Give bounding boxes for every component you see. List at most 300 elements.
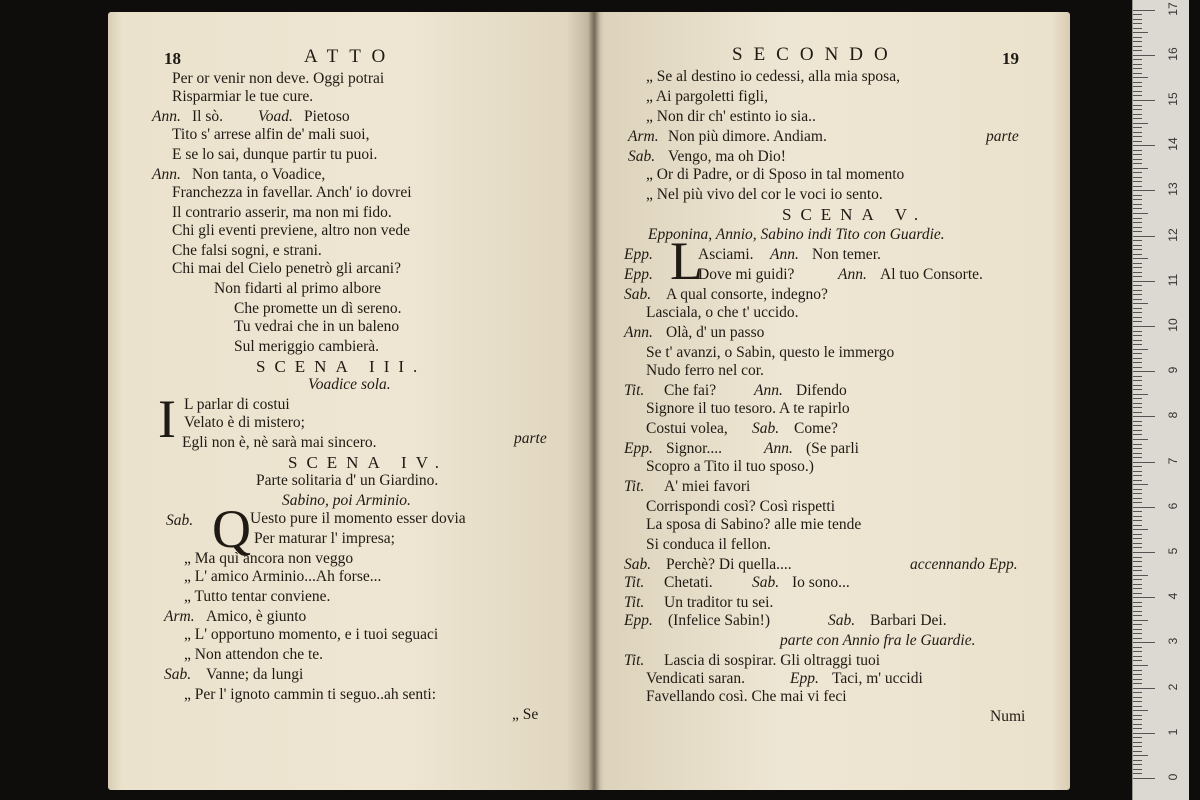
text-line: Lasciala, o che t' uccido.: [646, 304, 799, 321]
text-line: Franchezza in favellar. Anch' io dovrei: [172, 184, 412, 201]
ruler-minor-tick: [1133, 82, 1142, 83]
ruler-minor-tick: [1133, 340, 1142, 341]
left-page: [108, 12, 596, 790]
ruler-minor-tick: [1133, 588, 1142, 589]
text-line: (Se parli: [806, 440, 859, 457]
drop-cap: L: [670, 231, 703, 291]
ruler-minor-tick: [1133, 493, 1142, 494]
ruler-minor-tick: [1133, 660, 1142, 661]
ruler-minor-tick: [1133, 575, 1148, 576]
catchword: „ Se: [512, 706, 539, 723]
ruler-minor-tick: [1133, 141, 1142, 142]
ruler-minor-tick: [1133, 227, 1142, 228]
stage-direction: parte: [514, 430, 547, 447]
ruler-minor-tick: [1133, 398, 1142, 399]
ruler-major-tick: [1133, 281, 1155, 282]
ruler-minor-tick: [1133, 299, 1142, 300]
scene-heading: SCENA IV.: [288, 453, 449, 472]
ruler-minor-tick: [1133, 385, 1142, 386]
ruler-minor-tick: [1133, 516, 1142, 517]
ruler-minor-tick: [1133, 64, 1142, 65]
ruler-minor-tick: [1133, 105, 1142, 106]
text-line: Non temer.: [812, 246, 881, 263]
text-line: A' miei favori: [664, 478, 751, 495]
ruler-minor-tick: [1133, 240, 1142, 241]
ruler-minor-tick: [1133, 737, 1142, 738]
speaker-label: Sab.: [164, 666, 192, 683]
ruler-minor-tick: [1133, 86, 1142, 87]
speaker-label: Ann.: [624, 324, 653, 341]
ruler-minor-tick: [1133, 724, 1142, 725]
ruler-minor-tick: [1133, 529, 1148, 530]
ruler-number: 11: [1166, 273, 1180, 287]
ruler-minor-tick: [1133, 651, 1142, 652]
ruler-minor-tick: [1133, 168, 1148, 169]
ruler-minor-tick: [1133, 471, 1142, 472]
ruler-minor-tick: [1133, 181, 1142, 182]
text-line: Chetati.: [664, 574, 713, 591]
ruler-minor-tick: [1133, 570, 1142, 571]
ruler-minor-tick: [1133, 615, 1142, 616]
ruler-minor-tick: [1133, 561, 1142, 562]
ruler-minor-tick: [1133, 453, 1142, 454]
ruler-minor-tick: [1133, 109, 1142, 110]
ruler-minor-tick: [1133, 127, 1142, 128]
ruler-number: 9: [1166, 366, 1180, 374]
ruler-number: 0: [1166, 773, 1180, 781]
ruler-major-tick: [1133, 371, 1155, 372]
ruler-minor-tick: [1133, 335, 1142, 336]
aria-line: Tu vedrai che in un baleno: [234, 318, 400, 335]
speaker-label: Arm.: [628, 128, 659, 145]
ruler-number: 15: [1166, 92, 1180, 106]
speaker-label: Sab.: [828, 612, 856, 629]
ruler-minor-tick: [1133, 475, 1142, 476]
ruler-minor-tick: [1133, 624, 1142, 625]
running-head: SECONDO: [732, 44, 899, 65]
text-line: Favellando così. Che mai vi feci: [646, 688, 847, 705]
text-line: Pietoso: [304, 108, 350, 125]
ruler-minor-tick: [1133, 177, 1142, 178]
text-line: Dove mi guidi?: [698, 266, 795, 283]
aria-line: Sul meriggio cambierà.: [234, 338, 380, 355]
ruler-minor-tick: [1133, 136, 1142, 137]
text-line: Egli non è, nè sarà mai sincero.: [182, 434, 377, 451]
text-line: Chi mai del Cielo penetrò gli arcani?: [172, 260, 401, 277]
speaker-label: Voad.: [258, 108, 293, 125]
ruler-minor-tick: [1133, 317, 1142, 318]
scene-characters: Voadice sola.: [308, 376, 391, 393]
ruler-minor-tick: [1133, 611, 1142, 612]
ruler-minor-tick: [1133, 344, 1142, 345]
ruler-minor-tick: [1133, 394, 1148, 395]
ruler-minor-tick: [1133, 484, 1148, 485]
ruler-number: 6: [1166, 502, 1180, 510]
speaker-label: Epp.: [624, 440, 653, 457]
speaker-label: Tit.: [624, 594, 645, 611]
ruler-minor-tick: [1133, 425, 1142, 426]
ruler-minor-tick: [1133, 23, 1142, 24]
text-line: Difendo: [796, 382, 847, 399]
ruler-minor-tick: [1133, 186, 1142, 187]
text-line: Che fai?: [664, 382, 717, 399]
ruler-minor-tick: [1133, 303, 1148, 304]
speaker-label: Tit.: [624, 478, 645, 495]
text-line: Tito s' arrese alfin de' mali suoi,: [172, 126, 370, 143]
ruler-number: 8: [1166, 412, 1180, 419]
ruler-minor-tick: [1133, 656, 1142, 657]
ruler-minor-tick: [1133, 389, 1142, 390]
speaker-label: Epp.: [790, 670, 819, 687]
ruler-major-tick: [1133, 507, 1155, 508]
ruler-minor-tick: [1133, 272, 1142, 273]
ruler-major-tick: [1133, 462, 1155, 463]
ruler-minor-tick: [1133, 32, 1148, 33]
scene-characters: Sabino, poi Arminio.: [282, 492, 411, 509]
ruler-minor-tick: [1133, 77, 1148, 78]
speaker-label: Ann.: [764, 440, 793, 457]
ruler-minor-tick: [1133, 457, 1142, 458]
ruler-minor-tick: [1133, 263, 1142, 264]
text-line: Vengo, ma oh Dio!: [668, 148, 786, 165]
ruler-minor-tick: [1133, 683, 1142, 684]
ruler-major-tick: [1133, 326, 1155, 327]
page-number: 19: [1002, 49, 1019, 68]
ruler-minor-tick: [1133, 543, 1142, 544]
ruler-number: 13: [1166, 182, 1180, 197]
text-line: Asciami.: [698, 246, 754, 263]
text-line: „ Nel più vivo del cor le voci io sento.: [646, 186, 883, 203]
ruler-minor-tick: [1133, 123, 1148, 124]
ruler-minor-tick: [1133, 285, 1142, 286]
ruler-minor-tick: [1133, 267, 1142, 268]
ruler-minor-tick: [1133, 254, 1142, 255]
text-line: Per or venir non deve. Oggi potrai: [172, 70, 385, 87]
text-line: Il contrario asserir, ma non mi fido.: [172, 204, 392, 221]
ruler-minor-tick: [1133, 294, 1142, 295]
ruler-number: 12: [1166, 227, 1180, 242]
book-gutter: [588, 12, 600, 790]
measuring-ruler: [1132, 0, 1189, 800]
text-line: „ Or di Padre, or di Sposo in tal momento: [646, 166, 905, 183]
ruler-minor-tick: [1133, 511, 1142, 512]
ruler-minor-tick: [1133, 353, 1142, 354]
text-line: Il sò.: [192, 108, 223, 125]
text-line: Che falsi sogni, e strani.: [172, 242, 322, 259]
ruler-minor-tick: [1133, 466, 1142, 467]
text-line: Si conduca il fellon.: [646, 536, 771, 553]
ruler-minor-tick: [1133, 557, 1142, 558]
text-line: Chi gli eventi previene, altro non vede: [172, 222, 411, 239]
speaker-label: Sab.: [752, 574, 780, 591]
ruler-minor-tick: [1133, 154, 1142, 155]
ruler-minor-tick: [1133, 258, 1148, 259]
text-line: Un traditor tu sei.: [664, 594, 774, 611]
ruler-minor-tick: [1133, 312, 1142, 313]
ruler-minor-tick: [1133, 321, 1142, 322]
ruler-minor-tick: [1133, 68, 1142, 69]
ruler-minor-tick: [1133, 276, 1142, 277]
ruler-major-tick: [1133, 10, 1155, 11]
ruler-minor-tick: [1133, 380, 1142, 381]
ruler-minor-tick: [1133, 444, 1142, 445]
ruler-minor-tick: [1133, 91, 1142, 92]
ruler-minor-tick: [1133, 349, 1148, 350]
ruler-minor-tick: [1133, 434, 1142, 435]
ruler-minor-tick: [1133, 204, 1142, 205]
ruler-minor-tick: [1133, 50, 1142, 51]
text-line: Taci, m' uccidi: [832, 670, 923, 687]
ruler-minor-tick: [1133, 773, 1142, 774]
text-line: Per maturar l' impresa;: [254, 530, 395, 547]
speaker-label: Sab.: [624, 556, 652, 573]
ruler-number: 2: [1166, 683, 1180, 690]
text-line: „ Non attendon che te.: [184, 646, 324, 663]
ruler-minor-tick: [1133, 638, 1142, 639]
text-line: Barbari Dei.: [870, 612, 947, 629]
text-line: Io sono...: [792, 574, 850, 591]
ruler-minor-tick: [1133, 502, 1142, 503]
ruler-minor-tick: [1133, 706, 1142, 707]
ruler-minor-tick: [1133, 647, 1142, 648]
text-line: Perchè? Di quella....: [666, 556, 792, 573]
ruler-minor-tick: [1133, 245, 1142, 246]
ruler-minor-tick: [1133, 308, 1142, 309]
text-line: „ Non dir ch' estinto io sia..: [646, 108, 816, 125]
ruler-minor-tick: [1133, 362, 1142, 363]
aria-line: Che promette un dì sereno.: [234, 300, 402, 317]
text-line: (Infelice Sabin!): [668, 612, 770, 629]
speaker-label: Tit.: [624, 382, 645, 399]
stage-direction: parte: [986, 128, 1019, 145]
text-line: „ Tutto tentar conviene.: [184, 588, 331, 605]
text-line: Al tuo Consorte.: [880, 266, 983, 283]
text-line: Come?: [794, 420, 838, 437]
ruler-minor-tick: [1133, 606, 1142, 607]
ruler-major-tick: [1133, 688, 1155, 689]
ruler-minor-tick: [1133, 218, 1142, 219]
ruler-major-tick: [1133, 145, 1155, 146]
ruler-major-tick: [1133, 416, 1155, 417]
ruler-minor-tick: [1133, 14, 1142, 15]
ruler-minor-tick: [1133, 710, 1148, 711]
ruler-minor-tick: [1133, 584, 1142, 585]
ruler-minor-tick: [1133, 602, 1142, 603]
speaker-label: Sab.: [752, 420, 780, 437]
ruler-number: 4: [1166, 592, 1180, 600]
ruler-minor-tick: [1133, 41, 1142, 42]
open-book: [108, 12, 1070, 790]
drop-cap: I: [158, 389, 176, 449]
text-line: Signor....: [666, 440, 722, 457]
speaker-label: Arm.: [164, 608, 195, 625]
scene-heading: SCENA III.: [256, 357, 427, 376]
scene-heading: SCENA V.: [782, 205, 928, 224]
ruler-minor-tick: [1133, 159, 1142, 160]
ruler-minor-tick: [1133, 751, 1142, 752]
speaker-label: Tit.: [624, 574, 645, 591]
ruler-minor-tick: [1133, 114, 1142, 115]
ruler-minor-tick: [1133, 769, 1142, 770]
text-line: Scopro a Tito il tuo sposo.): [646, 458, 814, 475]
ruler-minor-tick: [1133, 231, 1142, 232]
ruler-major-tick: [1133, 778, 1155, 779]
ruler-minor-tick: [1133, 665, 1148, 666]
ruler-minor-tick: [1133, 448, 1142, 449]
ruler-minor-tick: [1133, 629, 1142, 630]
ruler-minor-tick: [1133, 742, 1142, 743]
text-line: Velato è di mistero;: [184, 414, 305, 431]
ruler-minor-tick: [1133, 480, 1142, 481]
ruler-minor-tick: [1133, 421, 1142, 422]
ruler-minor-tick: [1133, 701, 1142, 702]
ruler-minor-tick: [1133, 407, 1142, 408]
text-line: A qual consorte, indegno?: [666, 286, 828, 303]
ruler-minor-tick: [1133, 208, 1142, 209]
ruler-minor-tick: [1133, 163, 1142, 164]
ruler-minor-tick: [1133, 525, 1142, 526]
text-line: „ Ma quì ancora non veggo: [184, 550, 354, 567]
ruler-number: 14: [1166, 137, 1180, 151]
ruler-number: 1: [1166, 728, 1180, 736]
stage-direction: accennando Epp.: [910, 556, 1018, 573]
ruler-minor-tick: [1133, 367, 1142, 368]
text-line: Olà, d' un passo: [666, 324, 765, 341]
ruler-minor-tick: [1133, 633, 1142, 634]
ruler-number: 3: [1166, 638, 1180, 645]
text-line: L parlar di costui: [184, 396, 290, 413]
ruler-minor-tick: [1133, 249, 1142, 250]
text-line: „ L' amico Arminio...Ah forse...: [184, 568, 382, 585]
catchword: Numi: [990, 708, 1026, 725]
ruler-minor-tick: [1133, 489, 1142, 490]
text-line: La sposa di Sabino? alle mie tende: [646, 516, 862, 533]
ruler-minor-tick: [1133, 28, 1142, 29]
ruler-minor-tick: [1133, 755, 1148, 756]
ruler-minor-tick: [1133, 746, 1142, 747]
text-line: Se t' avanzi, o Sabin, questo le immergo: [646, 344, 895, 361]
ruler-minor-tick: [1133, 358, 1142, 359]
ruler-minor-tick: [1133, 547, 1142, 548]
ruler-number: 5: [1166, 547, 1180, 555]
scene-setting: Parte solitaria d' un Giardino.: [256, 472, 439, 489]
text-line: Non più dimore. Andiam.: [668, 128, 827, 145]
speaker-label: Ann.: [754, 382, 783, 399]
ruler-major-tick: [1133, 642, 1155, 643]
text-line: Nudo ferro nel cor.: [646, 362, 764, 379]
text-line: Signore il tuo tesoro. A te rapirlo: [646, 400, 850, 417]
speaker-label: Epp.: [624, 266, 653, 283]
ruler-number: 7: [1166, 457, 1180, 464]
ruler-minor-tick: [1133, 59, 1142, 60]
ruler-major-tick: [1133, 597, 1155, 598]
ruler-minor-tick: [1133, 412, 1142, 413]
ruler-major-tick: [1133, 100, 1155, 101]
ruler-minor-tick: [1133, 715, 1142, 716]
ruler-minor-tick: [1133, 376, 1142, 377]
ruler-minor-tick: [1133, 132, 1142, 133]
speaker-label: Ann.: [770, 246, 799, 263]
ruler-minor-tick: [1133, 172, 1142, 173]
speaker-label: Ann.: [152, 166, 181, 183]
ruler-minor-tick: [1133, 95, 1142, 96]
ruler-minor-tick: [1133, 538, 1142, 539]
ruler-minor-tick: [1133, 430, 1142, 431]
ruler-minor-tick: [1133, 46, 1142, 47]
speaker-label: Ann.: [838, 266, 867, 283]
ruler-minor-tick: [1133, 579, 1142, 580]
ruler-minor-tick: [1133, 331, 1142, 332]
ruler-minor-tick: [1133, 719, 1142, 720]
text-line: „ Per l' ignoto cammin ti seguo..ah senti:: [184, 686, 437, 703]
running-head: ATTO: [304, 46, 397, 67]
ruler-minor-tick: [1133, 620, 1148, 621]
ruler-minor-tick: [1133, 73, 1142, 74]
text-line: E se lo sai, dunque partir tu puoi.: [172, 146, 378, 163]
ruler-number: 16: [1166, 47, 1180, 61]
ruler-minor-tick: [1133, 19, 1142, 20]
speaker-label: Epp.: [624, 246, 653, 263]
text-line: Corrispondi così? Così rispetti: [646, 498, 836, 515]
text-line: Risparmiar le tue cure.: [172, 88, 314, 105]
ruler-minor-tick: [1133, 760, 1142, 761]
ruler-minor-tick: [1133, 764, 1142, 765]
scene-characters: Epponina, Annio, Sabino indi Tito con Guardie.: [648, 226, 945, 243]
text-line: Non tanta, o Voadice,: [192, 166, 326, 183]
ruler-minor-tick: [1133, 222, 1142, 223]
ruler-major-tick: [1133, 733, 1155, 734]
text-line: Lascia di sospirar. Gli oltraggi tuoi: [664, 652, 881, 669]
ruler-minor-tick: [1133, 290, 1142, 291]
speaker-label: Epp.: [624, 612, 653, 629]
ruler-major-tick: [1133, 552, 1155, 553]
text-line: Vanne; da lungi: [206, 666, 304, 683]
drop-cap: Q: [212, 499, 251, 559]
speaker-label: Tit.: [624, 652, 645, 669]
text-line: Vendicati saran.: [646, 670, 745, 687]
ruler-minor-tick: [1133, 213, 1148, 214]
ruler-minor-tick: [1133, 692, 1142, 693]
ruler-minor-tick: [1133, 150, 1142, 151]
ruler-minor-tick: [1133, 679, 1142, 680]
text-line: Uesto pure il momento esser dovia: [250, 510, 466, 527]
page-number: 18: [164, 49, 181, 68]
ruler-minor-tick: [1133, 670, 1142, 671]
ruler-minor-tick: [1133, 520, 1142, 521]
ruler-minor-tick: [1133, 403, 1142, 404]
text-line: Costui volea,: [646, 420, 728, 437]
ruler-minor-tick: [1133, 728, 1142, 729]
ruler-minor-tick: [1133, 37, 1142, 38]
ruler-minor-tick: [1133, 593, 1142, 594]
ruler-minor-tick: [1133, 534, 1142, 535]
text-line: Amico, è giunto: [206, 608, 307, 625]
text-line: „ Ai pargoletti figli,: [646, 88, 768, 105]
speaker-label: Ann.: [152, 108, 181, 125]
ruler-minor-tick: [1133, 118, 1142, 119]
ruler-number: 17: [1166, 1, 1180, 16]
speaker-label: Sab.: [166, 512, 194, 529]
speaker-label: Sab.: [624, 286, 652, 303]
ruler-minor-tick: [1133, 697, 1142, 698]
ruler-major-tick: [1133, 190, 1155, 191]
ruler-number: 10: [1166, 318, 1180, 332]
text-line: „ Se al destino io cedessi, alla mia sposa,: [646, 68, 900, 85]
text-line: „ L' opportuno momento, e i tuoi seguaci: [184, 626, 439, 643]
ruler-major-tick: [1133, 236, 1155, 237]
speaker-label: Sab.: [628, 148, 656, 165]
ruler-major-tick: [1133, 55, 1155, 56]
